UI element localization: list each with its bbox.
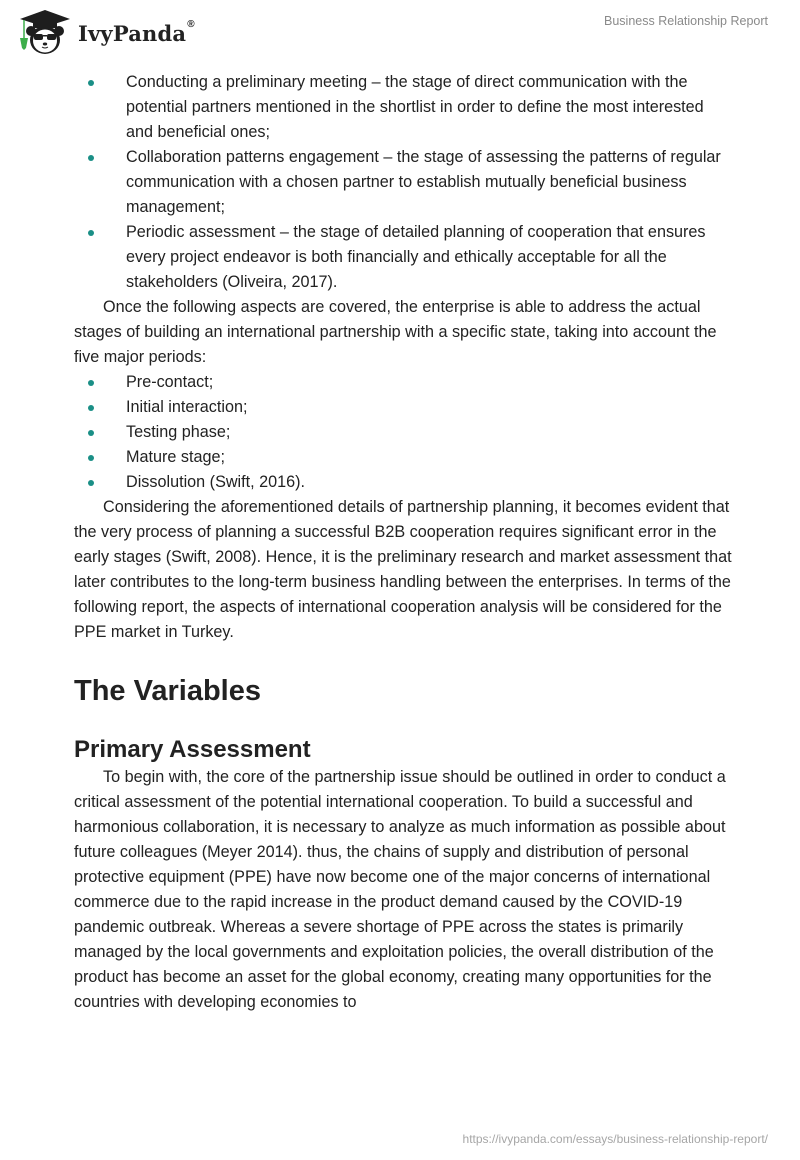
bullet-icon [88, 80, 94, 86]
section-heading: The Variables [74, 675, 261, 707]
bullet-icon [88, 380, 94, 386]
paragraph: To begin with, the core of the partnership issue should be outlined in order to conduct a critical assessment of the potential international cooperation. To build a successful and harmonious collaboration, it is necessary to analyze as much information as possible about future colleagues (Meyer 2014). thus, the chains of supply and distribution of personal protective equipment (PPE) have now become one of the major concerns of international commerce due to the rapid increase in the product demand caused by the COVID-19 pandemic outbreak. Whereas a severe shortage of PPE across the states is primarily managed by the local governments and exploitation policies, the overall distribution of the product has become an asset for the global economy, creating many opportunities for the countries with developing economies to [74, 768, 726, 1011]
bullet-icon [88, 480, 94, 486]
list-item [74, 370, 734, 395]
list-item [74, 220, 734, 295]
ivypanda-logo[interactable] [16, 8, 195, 56]
bullet-icon [88, 405, 94, 411]
list-item-text: Periodic assessment – the stage of detailed planning of cooperation that ensures every project endeavor is both financially and ethically acceptable for all the stakeholders (Oliveira, 2017). [126, 223, 706, 291]
bullet-icon [88, 430, 94, 436]
list-item-text: Mature stage; [126, 448, 225, 466]
page-header [0, 0, 800, 60]
list-item [74, 395, 734, 420]
document-title: Business Relationship Report [604, 14, 768, 28]
source-url-link[interactable]: https://ivypanda.com/essays/business-relationship-report/ [462, 1132, 768, 1146]
subsection-heading: Primary Assessment [74, 736, 311, 763]
list-item-text: Pre-contact; [126, 373, 214, 391]
paragraph: Once the following aspects are covered, the enterprise is able to address the actual stages of building an international partnership with a specific state, taking into account the five major periods: [74, 298, 717, 366]
list-item [74, 420, 734, 445]
bullet-icon [88, 455, 94, 461]
logo-wordmark: IvyPanda® [78, 18, 195, 46]
list-item-text: Conducting a preliminary meeting – the stage of direct communication with the potential partners mentioned in the shortlist in order to define the most interested and beneficial ones; [126, 73, 704, 141]
list-item-text: Testing phase; [126, 423, 231, 441]
list-item [74, 70, 734, 145]
partnership-periods-list [74, 370, 734, 495]
list-item-text: Initial interaction; [126, 398, 248, 416]
list-item-text: Collaboration patterns engagement – the stage of assessing the patterns of regular communication with a chosen partner to establish mutually beneficial business management; [126, 148, 721, 216]
list-item [74, 145, 734, 220]
bullet-icon [88, 230, 94, 236]
bullet-icon [88, 155, 94, 161]
panda-graduation-cap-icon [16, 8, 74, 56]
list-item [74, 445, 734, 470]
list-item [74, 470, 734, 495]
paragraph: Considering the aforementioned details of partnership planning, it becomes evident that the very process of planning a successful B2B cooperation requires significant error in the early stages (Swift, 2008). Hence, it is the preliminary research and market assessment that later contributes to the long-term business handling between the enterprises. In terms of the following report, the aspects of international cooperation analysis will be considered for the PPE market in Turkey. [74, 498, 732, 641]
registered-mark: ® [187, 18, 195, 30]
list-item-text: Dissolution (Swift, 2016). [126, 473, 306, 491]
assessment-stages-list [74, 70, 734, 295]
article-body [74, 70, 734, 1015]
